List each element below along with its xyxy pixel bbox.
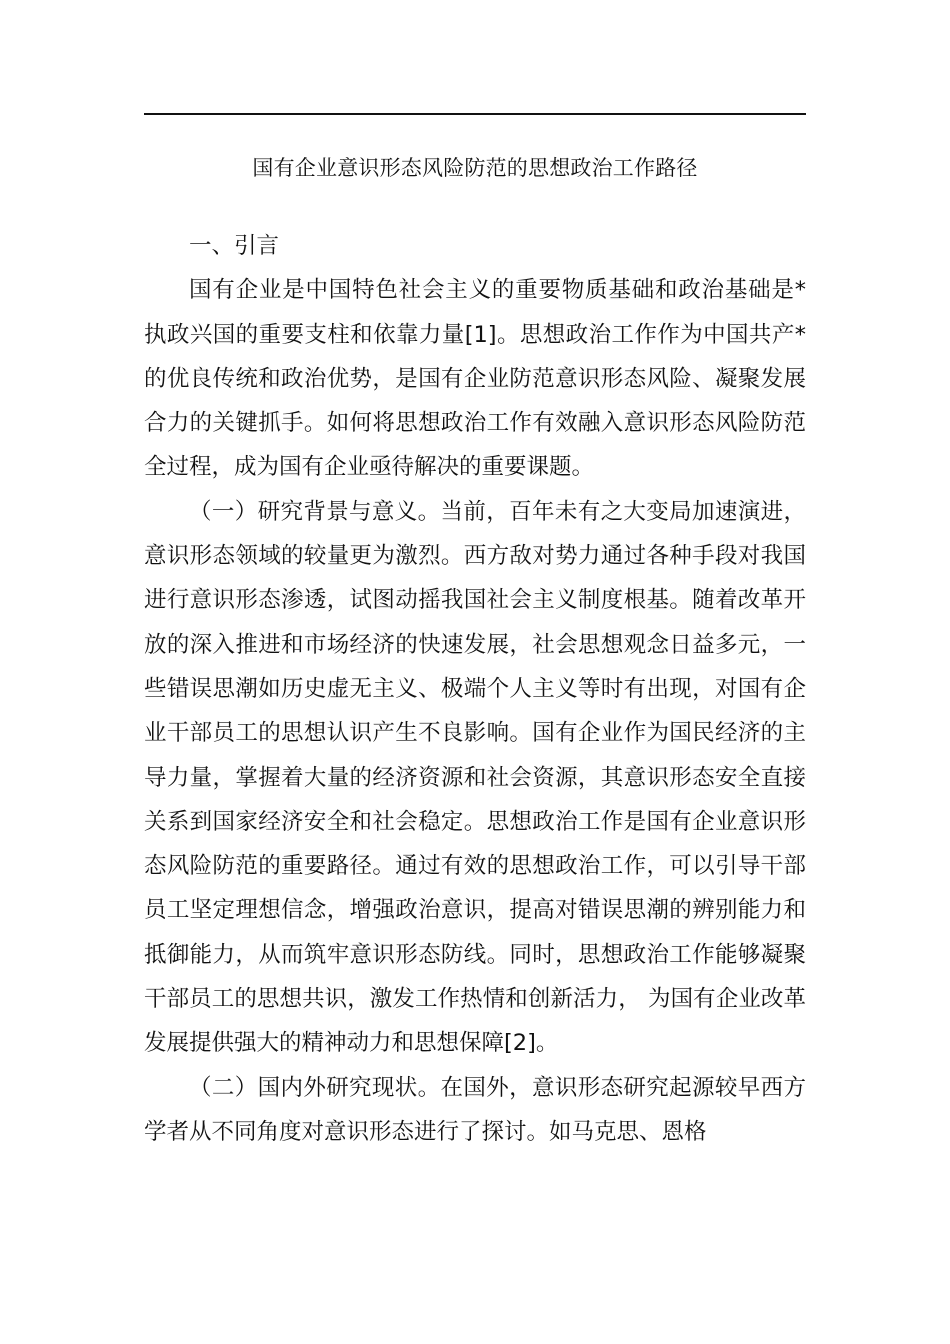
document-body xyxy=(144,224,806,1154)
header-rule xyxy=(144,113,806,115)
paragraph: （一）研究背景与意义。当前，百年未有之大变局加速演进，意识形态领域的较量更为激烈。西方敌对势力通过各种手段对我国进行意识形态渗透，试图动摇我国社会主义制度根基。随着改革开放的深入推进和市场经济的快速发展，社会思想观念日益多元，一些错误思潮如历史虚无主义、极端个人主义等时有出现，对国有企业干部员工的思想认识产生不良影响。国有企业作为国民经济的主导力量，掌握着大量的经济资源和社会资源，其意识形态安全直接关系到国家经济安全和社会稳定。思想政治工作是国有企业意识形态风险防范的重要路径。通过有效的思想政治工作，可以引导干部员工坚定理想信念，增强政治意识，提高对错误思潮的辨别能力和抵御能力，从而筑牢意识形态防线。同时，思想政治工作能够凝聚干部员工的思想共识，激发工作热情和创新活力， 为国有企业改革发展提供强大的精神动力和思想保障[2]。 xyxy=(144,498,806,1057)
paragraph: （二）国内外研究现状。在国外，意识形态研究起源较早西方学者从不同角度对意识形态进行了探讨。如马克思、恩格 xyxy=(144,1074,806,1145)
paragraph: 国有企业是中国特色社会主义的重要物质基础和政治基础是*执政兴国的重要支柱和依靠力量[1]。思想政治工作作为中国共产*的优良传统和政治优势，是国有企业防范意识形态风险、凝聚发展合力的关键抓手。如何将思想政治工作有效融入意识形态风险防范全过程，成为国有企业亟待解决的重要课题。 xyxy=(144,277,806,481)
section-heading: 一、引言 xyxy=(189,233,280,259)
document-title: 国有企业意识形态风险防范的思想政治工作路径 xyxy=(252,156,698,180)
